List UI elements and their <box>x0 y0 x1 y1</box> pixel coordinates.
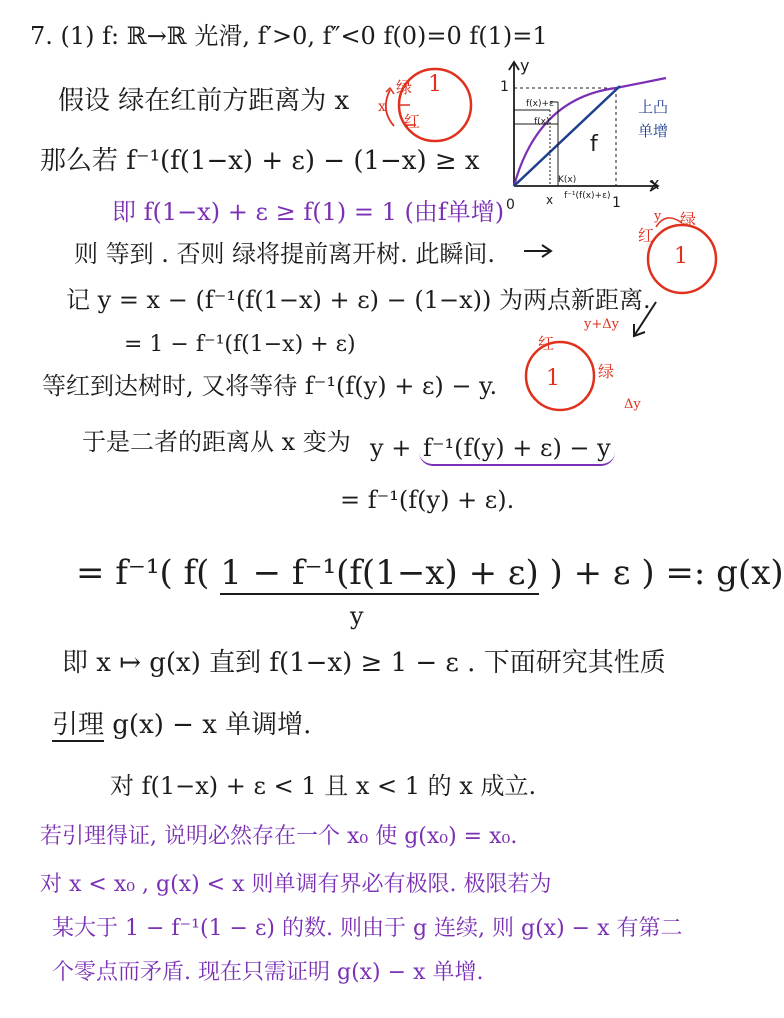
graph-curve-label: f <box>590 132 598 157</box>
wait-line: 则 等到 . 否则 绿将提前离开树. 此瞬间. <box>74 240 496 268</box>
circle-3-distance: y+Δy <box>584 317 619 332</box>
graph-finv-label: f⁻¹(f(x)+ε) <box>564 191 611 201</box>
proof-line-2: 对 x < x₀ , g(x) < x 则单调有界必有极限. 极限若为 <box>40 872 552 897</box>
distance-change-y: y + <box>370 434 419 462</box>
equivalent-condition: 即 f(1−x) + ε ≥ f(1) = 1 (由f单增) <box>112 198 505 226</box>
distance-change-text: 于是二者的距离从 x 变为 <box>82 428 351 456</box>
assumption-line: 假设 绿在红前方距离为 x <box>58 86 350 116</box>
lemma-line <box>52 712 311 738</box>
graph-origin: 0 <box>506 197 515 213</box>
g-definition-prefix: = f⁻¹( f( <box>76 553 221 593</box>
graph-x-marker: x <box>546 193 554 207</box>
graph-kx-label: K(x) <box>558 175 577 185</box>
lemma-condition: 对 f(1−x) + ε < 1 且 x < 1 的 x 成立. <box>110 772 537 800</box>
wait-again-line: 等红到达树时, 又将等待 f⁻¹(f(y) + ε) − y. <box>42 372 498 400</box>
circle-2-red-label: 红 <box>638 226 655 245</box>
iteration-line: 即 x ↦ g(x) 直到 f(1−x) ≥ 1 − ε . 下面研究其性质 <box>62 648 666 678</box>
circle-2-distance: y <box>654 209 662 224</box>
graph-note-concave: 上凸 <box>638 98 669 116</box>
circle-3-red-label: 红 <box>538 334 555 353</box>
g-definition-suffix: ) + ε ) =: g(x) <box>538 553 784 593</box>
graph-fx-eps-label: f(x)+ε <box>526 99 554 109</box>
circle-1-green-label: 绿 <box>396 78 413 97</box>
lemma-statement: g(x) − x 单调增. <box>104 710 312 740</box>
circle-3-delta: Δy <box>624 397 641 412</box>
new-distance-simplified: = 1 − f⁻¹(f(1−x) + ε) <box>124 332 356 357</box>
circle-1-number: 1 <box>428 72 442 97</box>
proof-line-3: 某大于 1 − f⁻¹(1 − ε) 的数. 则由于 g 连续, 则 g(x) − x 有第二 <box>52 916 683 941</box>
graph-note-increasing: 单增 <box>638 122 669 140</box>
right-arrow-icon <box>524 244 554 258</box>
circle-1-red-label: 红 <box>404 112 421 131</box>
distance-change-brace: f⁻¹(f(y) + ε) − y <box>419 434 615 466</box>
circle-2-number: 1 <box>674 244 688 269</box>
circle-diagram-1-svg <box>370 60 480 150</box>
circle-diagram-3-svg <box>516 330 606 420</box>
graph-y-axis-label: y <box>520 56 530 75</box>
problem-header: 7. (1) f: ℝ→ℝ 光滑, f′>0, f″<0 f(0)=0 f(1)=1 <box>30 22 548 50</box>
graph-x-tick: 1 <box>612 195 621 211</box>
circle-1-distance: x <box>378 99 386 115</box>
proof-line-1: 若引理得证, 说明必然存在一个 x₀ 使 g(x₀) = x₀. <box>40 824 518 849</box>
proof-line-4: 个零点而矛盾. 现在只需证明 g(x) − x 单增. <box>52 960 484 985</box>
g-definition-inner: 1 − f⁻¹(f(1−x) + ε) <box>220 553 539 593</box>
g-definition-y-label: y <box>350 602 364 630</box>
circle-2-green-label: 绿 <box>680 210 697 229</box>
distance-change-expression <box>370 436 615 460</box>
graph-fx-label: f(x) <box>534 117 550 127</box>
lemma-label: 引理 <box>52 710 105 740</box>
graph-y-tick: 1 <box>500 79 509 95</box>
distance-change-result: = f⁻¹(f(y) + ε). <box>340 486 515 514</box>
circle-3-green-label: 绿 <box>598 362 615 381</box>
g-definition <box>76 553 784 593</box>
condition-line: 那么若 f⁻¹(f(1−x) + ε) − (1−x) ≥ x <box>40 146 480 176</box>
new-distance-definition: 记 y = x − (f⁻¹(f(1−x) + ε) − (1−x)) 为两点新距离. <box>66 286 651 314</box>
graph-x-axis-label: x <box>650 174 660 193</box>
circle-3-number: 1 <box>546 366 560 391</box>
